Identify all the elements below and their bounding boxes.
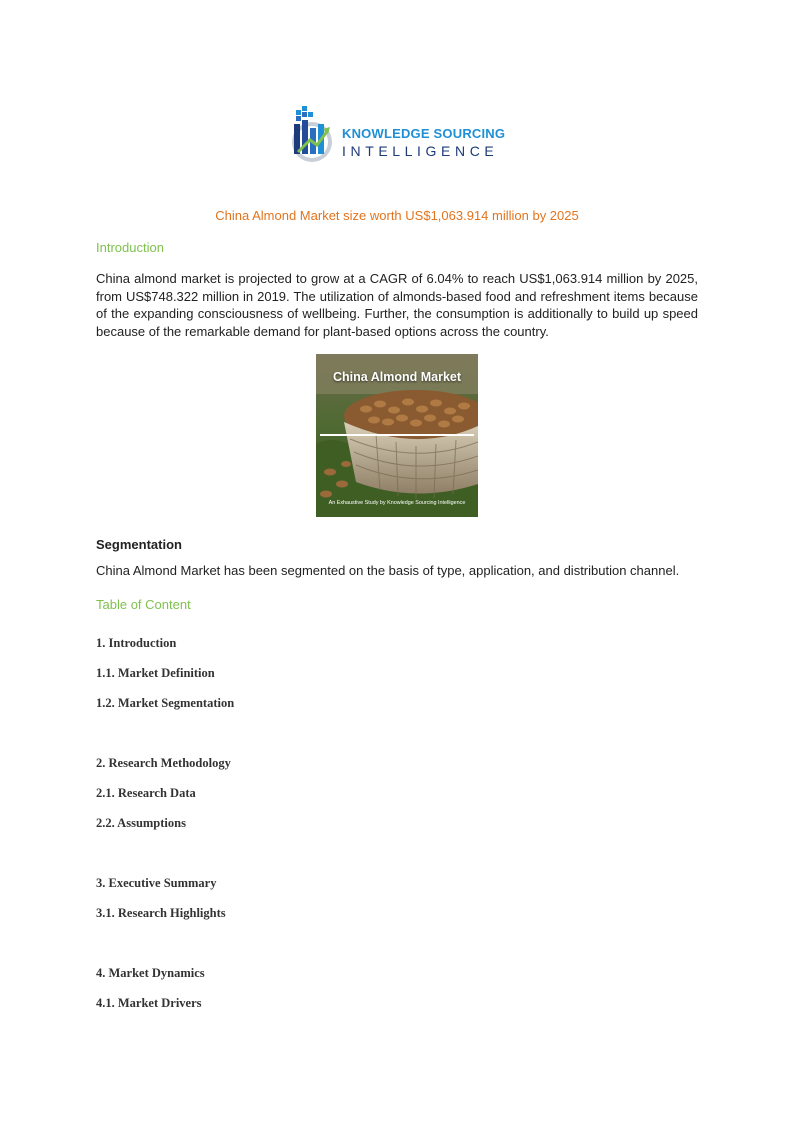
- logo-mark-icon: [290, 104, 340, 168]
- toc-item: 2. Research Methodology: [96, 756, 231, 770]
- toc-item: 1.1. Market Definition: [96, 666, 215, 680]
- toc-item: 3.1. Research Highlights: [96, 906, 226, 920]
- logo-line-1: KNOWLEDGE SOURCING: [342, 126, 506, 141]
- introduction-heading: Introduction: [96, 240, 164, 255]
- cover-title: China Almond Market: [332, 370, 462, 384]
- segmentation-heading: Segmentation: [96, 537, 182, 552]
- segmentation-paragraph: China Almond Market has been segmented on the basis of type, application, and distribution channel.: [96, 563, 680, 578]
- toc-item: 4. Market Dynamics: [96, 966, 205, 980]
- page-title: China Almond Market size worth US$1,063.914 million by 2025: [215, 208, 579, 223]
- toc-item: 2.2. Assumptions: [96, 816, 186, 830]
- toc-item: 4.1. Market Drivers: [96, 996, 202, 1010]
- toc-heading: Table of Content: [96, 597, 191, 612]
- toc-item: 1.2. Market Segmentation: [96, 696, 235, 710]
- company-logo: [290, 104, 520, 168]
- report-cover-image: [316, 354, 478, 517]
- logo-line-2: INTELLIGENCE: [342, 143, 499, 159]
- toc-item: 1. Introduction: [96, 636, 177, 650]
- introduction-paragraph: China almond market is projected to grow at a CAGR of 6.04% to reach US$1,063.914 million by 2025, from US$748.322 million in 2019. The utilization of almonds-based food and refreshment items because of the expanding consciousness of wellbeing. Further, the consumption is additionally to build up speed because of the remarkable demand for plant-based options across the country.: [96, 271, 698, 339]
- toc-item: 2.1. Research Data: [96, 786, 196, 800]
- cover-subtitle: An Exhaustive Study by Knowledge Sourcing Intelligence: [328, 500, 466, 506]
- toc-item: 3. Executive Summary: [96, 876, 217, 890]
